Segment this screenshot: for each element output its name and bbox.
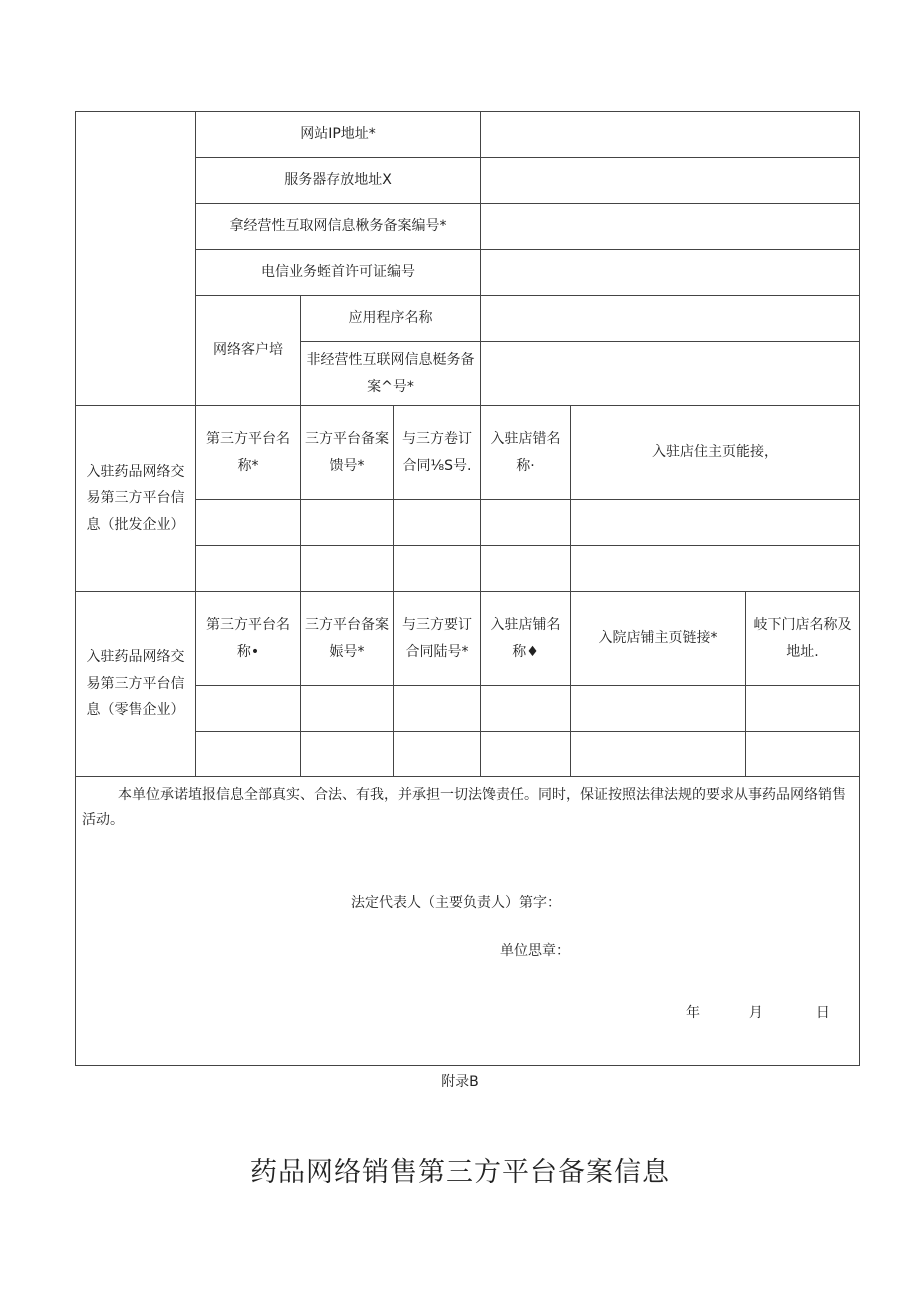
icp-number-label: 拿经营性互取网信息楸务备案编号* — [195, 203, 481, 250]
retail-header-contract-no: 与三方要订合同陆号* — [393, 591, 481, 686]
retail-header-store-link: 入院店铺主页链接* — [570, 591, 746, 686]
date-month-label: 月 — [748, 1005, 763, 1021]
wholesale-header-store-link: 入驻店住主页能接， — [570, 405, 860, 500]
retail-row1-offline-store[interactable] — [745, 685, 860, 732]
date-line — [686, 1002, 830, 1022]
wholesale-header-contract-no: 与三方卷订合同⅛S号. — [393, 405, 481, 500]
wholesale-row2-platform-name[interactable] — [195, 545, 301, 592]
app-icp-field[interactable] — [480, 341, 860, 406]
app-icp-label: 非经营性互联网信息梃务备案^号* — [300, 341, 481, 406]
retail-header-platform-filing: 三方平台备案娠号* — [300, 591, 394, 686]
legal-representative-signature: 法定代表人（主要负责人）第字： — [351, 895, 561, 911]
date-year-label: 年 — [686, 1005, 700, 1021]
wholesale-header-platform-filing: 三方平台备案馈号* — [300, 405, 394, 500]
wholesale-row1-platform-name[interactable] — [195, 499, 301, 546]
wholesale-section-label: 入驻药品网络交易第三方平台信息（批发企业） — [75, 405, 196, 592]
server-block-left-cell — [75, 111, 196, 406]
retail-header-store-name: 入驻店铺名称♦ — [480, 591, 571, 686]
date-day-label: 日 — [815, 1005, 830, 1021]
retail-row1-store-name[interactable] — [480, 685, 571, 732]
server-location-field[interactable] — [480, 157, 860, 204]
wholesale-row1-contract-no[interactable] — [393, 499, 481, 546]
pledge-text: 本单位承诺埴报信息全部真实、合法、有我，并承担一切法馋责任。同时，保证按照法律法规的要求从事药品网络销售活动。 — [82, 787, 846, 828]
retail-row1-contract-no[interactable] — [393, 685, 481, 732]
wholesale-row1-store-link[interactable] — [570, 499, 860, 546]
retail-header-platform-name: 第三方平台名称• — [195, 591, 301, 686]
server-location-label: 服务器存放地址X — [195, 157, 481, 204]
retail-header-offline-store: 岐下门店名称及地址. — [745, 591, 860, 686]
retail-row2-platform-name[interactable] — [195, 731, 301, 777]
retail-row2-contract-no[interactable] — [393, 731, 481, 777]
wholesale-row2-contract-no[interactable] — [393, 545, 481, 592]
app-name-field[interactable] — [480, 295, 860, 342]
retail-row1-platform-filing[interactable] — [300, 685, 394, 732]
retail-row1-store-link[interactable] — [570, 685, 746, 732]
retail-row2-platform-filing[interactable] — [300, 731, 394, 777]
wholesale-row1-store-name[interactable] — [480, 499, 571, 546]
document-title: 药品网络销售第三方平台备案信息 — [250, 1157, 670, 1188]
ip-address-label: 网站IP地址* — [195, 111, 481, 158]
telecom-license-label: 电信业务蛭首许可证编号 — [195, 249, 481, 296]
wholesale-row2-store-link[interactable] — [570, 545, 860, 592]
wholesale-header-platform-name: 第三方平台名称* — [195, 405, 301, 500]
telecom-license-field[interactable] — [480, 249, 860, 296]
icp-number-field[interactable] — [480, 203, 860, 250]
unit-seal-label: 单位思章： — [500, 943, 570, 959]
retail-section-label: 入驻药品网络交易第三方平台信息（零售企业） — [75, 591, 196, 777]
retail-row2-store-name[interactable] — [480, 731, 571, 777]
retail-row1-platform-name[interactable] — [195, 685, 301, 732]
wholesale-header-store-name: 入驻店错名称· — [480, 405, 571, 500]
retail-row2-offline-store[interactable] — [745, 731, 860, 777]
wholesale-row1-platform-filing[interactable] — [300, 499, 394, 546]
pledge-block — [75, 776, 860, 1066]
appendix-label: 附录B — [441, 1074, 479, 1090]
retail-row2-store-link[interactable] — [570, 731, 746, 777]
wholesale-row2-store-name[interactable] — [480, 545, 571, 592]
ip-address-field[interactable] — [480, 111, 860, 158]
network-client-label: 网络客户培 — [195, 295, 301, 406]
wholesale-row2-platform-filing[interactable] — [300, 545, 394, 592]
app-name-label: 应用程序名称 — [300, 295, 481, 342]
